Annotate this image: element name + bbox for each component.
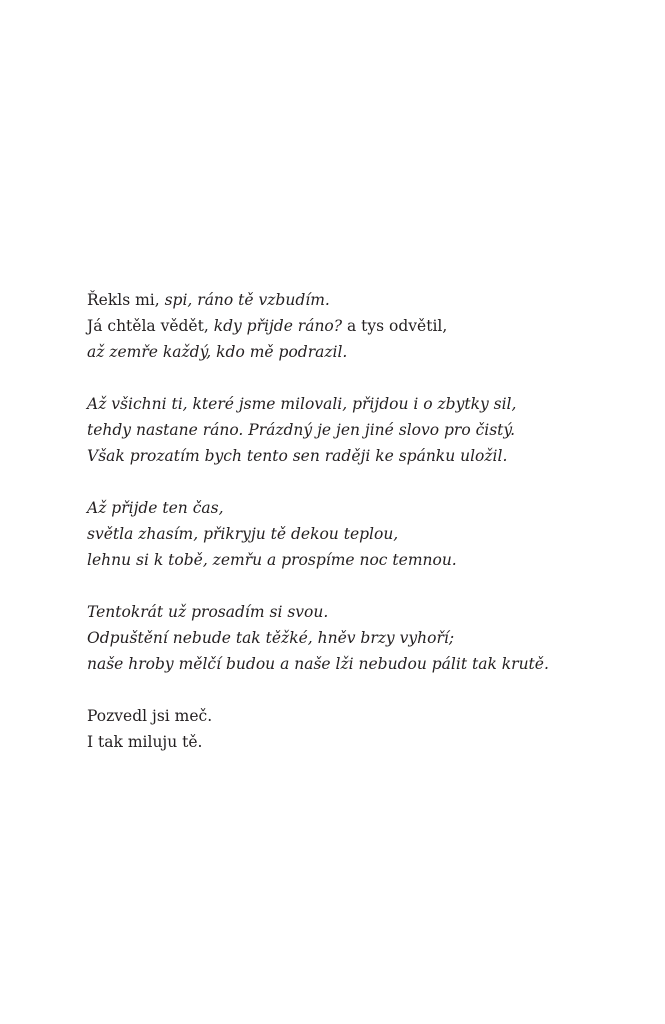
line-text-upright: Já chtěla vědět,: [87, 317, 214, 335]
poem-line: světla zhasím, přikryju tě dekou teplou,: [87, 525, 399, 543]
line-text-upright: a tys odvětil,: [342, 317, 448, 335]
line-text-upright: Řekls mi,: [87, 291, 165, 309]
poem-line: Pozvedl jsi meč.: [87, 707, 213, 725]
line-text-italic: spi, ráno tě vzbudím.: [164, 291, 330, 309]
poem-line: tehdy nastane ráno. Prázdný je jen jiné slovo pro čistý.: [87, 421, 516, 439]
stanza-2: [87, 391, 647, 469]
stanza-4: [87, 599, 647, 677]
poem-line: [87, 313, 647, 339]
poem-line: Však prozatím bych tento sen raději ke spánku uložil.: [87, 447, 508, 465]
stanza-5: [87, 703, 647, 755]
stanza-1: [87, 287, 647, 365]
stanza-3: [87, 495, 647, 573]
poem-line: až zemře každý, kdo mě podrazil.: [87, 343, 348, 361]
poem-line: Až přijde ten čas,: [87, 499, 224, 517]
poem-line: Tentokrát už prosadím si svou.: [87, 603, 329, 621]
poem-line: [87, 287, 647, 313]
line-text-italic: kdy přijde ráno?: [213, 317, 343, 335]
poem-line: I tak miluju tě.: [87, 733, 203, 751]
poem: [87, 287, 647, 781]
poem-line: Až všichni ti, které jsme milovali, přijdou i o zbytky sil,: [87, 395, 517, 413]
poem-line: Odpuštění nebude tak těžké, hněv brzy vyhoří;: [87, 629, 455, 647]
poem-line: naše hroby mělčí budou a naše lži nebudou pálit tak krutě.: [87, 655, 549, 673]
poem-line: lehnu si k tobě, zemřu a prospíme noc temnou.: [87, 551, 457, 569]
